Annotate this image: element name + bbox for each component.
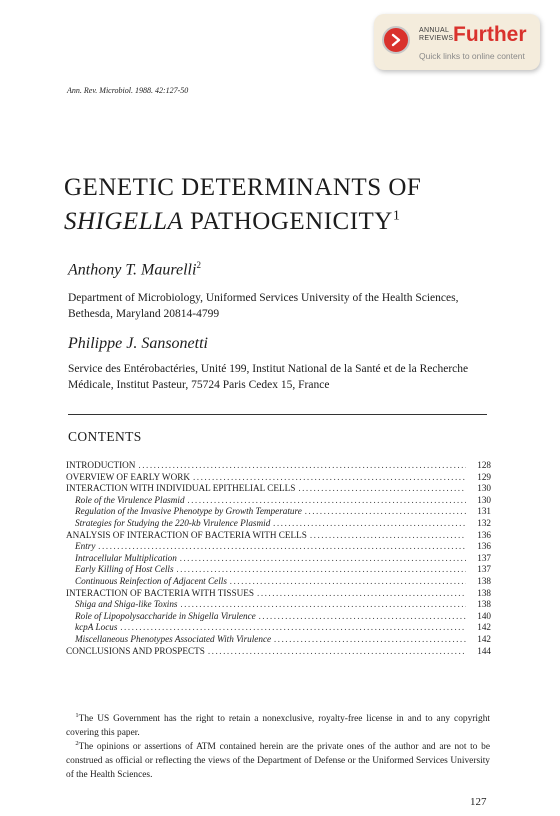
- toc-entry-title: kcpA Locus: [75, 622, 118, 633]
- author-name: [68, 335, 208, 353]
- toc-entry: [66, 472, 491, 484]
- toc-entry-page: 137: [477, 564, 491, 575]
- toc-entry: [66, 646, 491, 658]
- author-affiliation: Department of Microbiology, Uniformed Services University of the Health Sciences,: [68, 292, 459, 304]
- title-genus: SHIGELLA: [64, 208, 184, 235]
- toc-entry-title: Role of the Virulence Plasmid: [75, 494, 185, 505]
- author-footnote-mark: 2: [196, 260, 201, 270]
- footnote-text: The US Government has the right to retain a nonexclusive, royalty-free license in and to any copyright covering this paper.: [66, 714, 490, 738]
- toc-dot-leader: [193, 472, 466, 484]
- toc-dot-leader: [274, 634, 466, 646]
- toc-dot-leader: [230, 576, 466, 588]
- annual-label: ANNUAL: [419, 27, 450, 34]
- toc-dot-leader: [208, 646, 466, 658]
- article-title-line-1: GENETIC DETERMINANTS OF: [64, 174, 422, 201]
- toc-entry: [66, 460, 491, 472]
- toc-entry-page: 130: [477, 494, 491, 505]
- author-affiliation: Bethesda, Maryland 20814-4799: [68, 308, 220, 320]
- article-title-line-2: [64, 208, 400, 236]
- toc-entry: [66, 530, 491, 542]
- toc-entry-title: Entry: [75, 541, 96, 552]
- toc-dot-leader: [257, 588, 466, 600]
- author-name: [68, 260, 201, 279]
- section-divider: [68, 414, 487, 415]
- toc-dot-leader: [273, 518, 466, 530]
- right-arrow-circle-icon: [382, 26, 410, 54]
- toc-entry: [66, 518, 491, 530]
- toc-entry-page: 136: [477, 541, 491, 552]
- toc-entry: [66, 553, 491, 565]
- footnote-text: The opinions or assertions of ATM contained herein are the private ones of the author and are not to be construed as official or reflecting the views of the Department of Defense or the Uniformed Services University of the Health Sciences.: [66, 742, 490, 780]
- further-links-badge[interactable]: [374, 14, 540, 70]
- toc-entry-title: Miscellaneous Phenotypes Associated With Virulence: [75, 633, 272, 644]
- toc-entry: [66, 599, 491, 611]
- toc-entry-title: ANALYSIS OF INTERACTION OF BACTERIA WITH CELLS: [66, 529, 307, 540]
- toc-entry-page: 142: [477, 633, 491, 644]
- toc-entry-page: 142: [477, 622, 491, 633]
- toc-entry-title: Shiga and Shiga-like Toxins: [75, 599, 178, 610]
- page-number: 127: [470, 796, 487, 808]
- toc-entry-page: 131: [477, 506, 491, 517]
- toc-dot-leader: [298, 483, 466, 495]
- toc-entry-title: INTERACTION WITH INDIVIDUAL EPITHELIAL CELLS: [66, 483, 296, 494]
- toc-dot-leader: [305, 506, 466, 518]
- toc-entry: [66, 483, 491, 495]
- toc-entry-title: Early Killing of Host Cells: [75, 564, 174, 575]
- toc-entry-page: 140: [477, 610, 491, 621]
- toc-dot-leader: [310, 530, 466, 542]
- toc-dot-leader: [181, 599, 466, 611]
- toc-entry: [66, 611, 491, 623]
- toc-dot-leader: [138, 460, 466, 472]
- toc-entry: [66, 576, 491, 588]
- toc-entry-page: 128: [477, 460, 491, 470]
- toc-dot-leader: [180, 553, 466, 565]
- further-wordmark: Further: [453, 23, 527, 46]
- toc-dot-leader: [188, 495, 466, 507]
- footnote-mark: 2: [75, 739, 79, 747]
- author-name-text: Anthony T. Maurelli: [68, 261, 197, 279]
- toc-entry-page: 136: [477, 529, 491, 540]
- toc-dot-leader: [98, 541, 466, 553]
- title-rest: PATHOGENICITY: [183, 208, 393, 235]
- toc-entry-page: 138: [477, 575, 491, 586]
- toc-entry: [66, 588, 491, 600]
- table-of-contents: [66, 460, 491, 657]
- toc-dot-leader: [259, 611, 466, 623]
- toc-entry-page: 129: [477, 471, 491, 482]
- toc-entry-page: 138: [477, 599, 491, 610]
- toc-entry-page: 138: [477, 587, 491, 598]
- contents-heading: CONTENTS: [68, 429, 142, 444]
- toc-entry-title: OVERVIEW OF EARLY WORK: [66, 471, 190, 482]
- toc-entry: [66, 506, 491, 518]
- toc-entry-title: Intracellular Multiplication: [75, 552, 177, 563]
- author-name-text: Philippe J. Sansonetti: [68, 335, 208, 352]
- toc-entry-page: 130: [477, 483, 491, 494]
- title-footnote-mark: 1: [392, 208, 401, 224]
- toc-entry-title: INTERACTION OF BACTERIA WITH TISSUES: [66, 587, 255, 598]
- toc-entry: [66, 564, 491, 576]
- journal-citation: Ann. Rev. Microbiol. 1988. 42:127-50: [67, 86, 189, 95]
- footnote-mark: 1: [75, 711, 79, 719]
- toc-entry-title: CONCLUSIONS AND PROSPECTS: [66, 645, 205, 656]
- toc-entry-title: INTRODUCTION: [66, 460, 136, 470]
- toc-entry: [66, 622, 491, 634]
- toc-dot-leader: [177, 564, 466, 576]
- author-affiliation: Service des Entérobactéries, Unité 199, Institut National de la Santé et de la Recherche: [68, 363, 469, 375]
- author-affiliation: Médicale, Institut Pasteur, 75724 Paris Cedex 15, France: [68, 379, 330, 391]
- toc-entry-title: Strategies for Studying the 220-kb Virulence Plasmid: [75, 517, 271, 528]
- reviews-label: REVIEWS: [419, 35, 454, 42]
- footnote: [66, 740, 490, 782]
- toc-entry-page: 132: [477, 517, 491, 528]
- toc-entry-page: 144: [477, 645, 491, 656]
- toc-entry: [66, 634, 491, 646]
- toc-entry: [66, 495, 491, 507]
- toc-dot-leader: [120, 622, 466, 634]
- toc-entry-title: Role of Lipopolysaccharide in Shigella Virulence: [75, 610, 256, 621]
- toc-entry-title: Regulation of the Invasive Phenotype by Growth Temperature: [75, 506, 302, 517]
- toc-entry-page: 137: [477, 552, 491, 563]
- further-subtitle: Quick links to online content: [419, 51, 525, 61]
- toc-entry-title: Continuous Reinfection of Adjacent Cells: [75, 575, 227, 586]
- toc-entry: [66, 541, 491, 553]
- footnote: [66, 712, 490, 740]
